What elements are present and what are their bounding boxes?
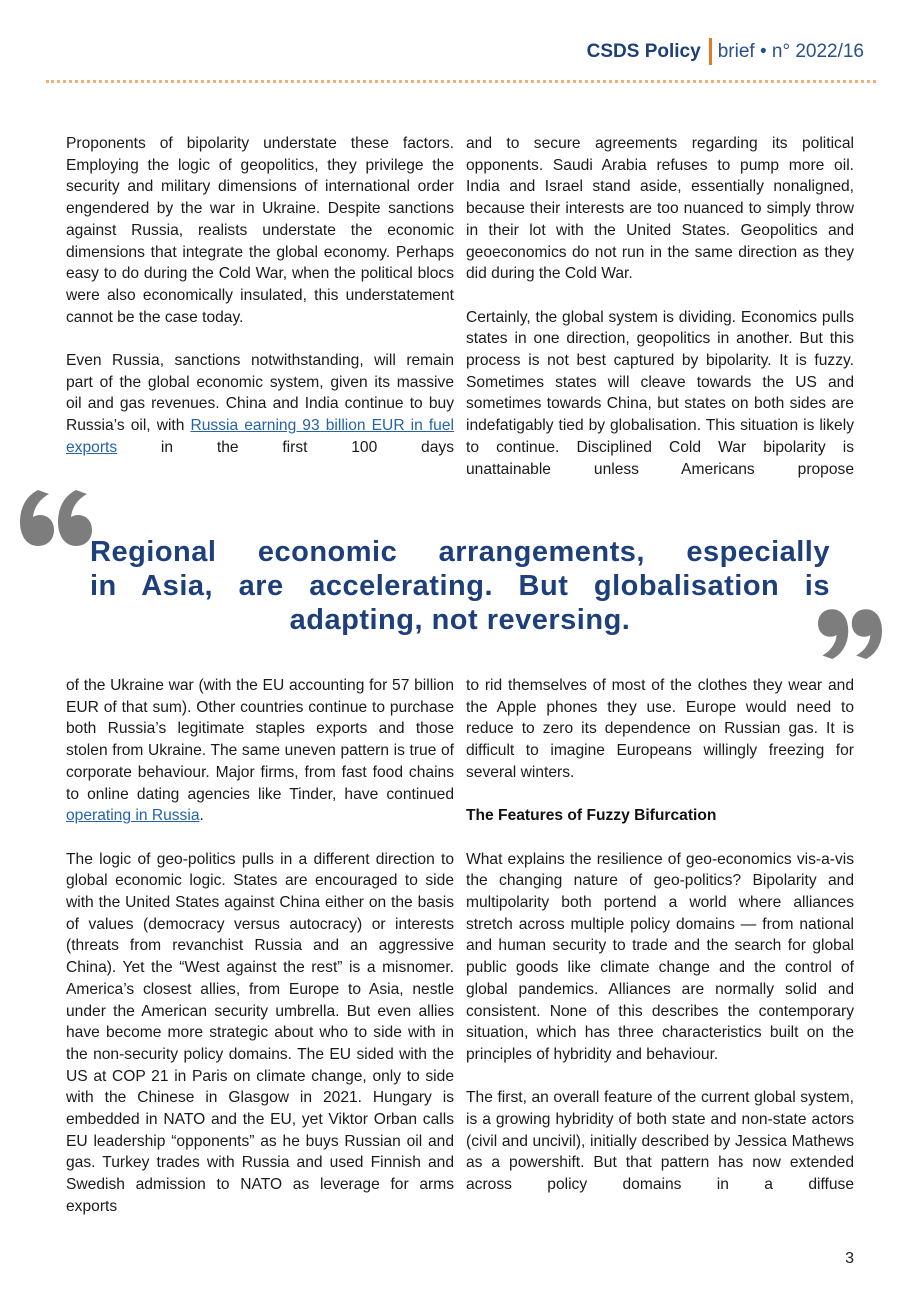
text-run: .: [199, 807, 204, 825]
header-dotted-rule: [46, 80, 876, 83]
open-quote-icon: [20, 486, 92, 548]
pull-quote-line: Regional economic arrangements, especially: [90, 536, 830, 568]
text-run: in the first 100 days: [117, 438, 454, 456]
header-divider: [709, 38, 712, 65]
paragraph: What explains the resilience of geo-economics vis-a-vis the changing nature of geo-politics? Bipolarity and multipolarity both portend a world where alliances stretch across multiple policy domains — from national and human security to trade and the search for global public goods like climate change and the control of global pandemics. Alliances are normally solid and consistent. None of this describes the contemporary situation, which has three characteristics built on the principles of hybridity and behaviour.: [466, 850, 854, 1063]
column-2: [466, 133, 854, 483]
pull-quote-line: in Asia, are accelerating. But globalisation is: [90, 570, 830, 602]
pull-quote-line: adapting, not reversing.: [289, 604, 631, 636]
header-subtitle: brief • n° 2022/16: [717, 40, 864, 62]
column-3: [66, 675, 454, 1220]
header-brand: CSDS Policy: [586, 40, 701, 62]
close-quote-icon: [818, 606, 882, 664]
paragraph: [66, 350, 454, 459]
pull-quote: [90, 535, 830, 637]
page-header: [587, 38, 864, 65]
paragraph: Certainly, the global system is dividing. Economics pulls states in one direction, geopolitics in another. But this process is not best captured by bipolarity. It is fuzzy. Sometimes states will cleave towards the US and sometimes towards China, but states on both sides are indefatigably tied by globalisation. This situation is likely to continue. Disciplined Cold War bipolarity is unattainable unless Americans propose: [466, 308, 854, 478]
paragraph: Proponents of bipolarity understate these factors. Employing the logic of geopolitics, they privilege the security and military dimensions of international order engendered by the war in Ukraine. Despite sanctions against Russia, realists understate the economic dimensions that integrate the global economy. Perhaps easy to do during the Cold War, when the political blocs were also economically insulated, this understatement cannot be the case today.: [66, 135, 454, 326]
paragraph: [66, 675, 454, 827]
link-operating-in-russia[interactable]: operating in Russia: [66, 807, 200, 825]
paragraph: The first, an overall feature of the current global system, is a growing hybridity of both state and non-state actors (civil and uncivil), initially described by Jessica Mathews as a powershift. But that pattern has now extended across policy domains in a diffuse: [466, 1089, 854, 1194]
paragraph: to rid themselves of most of the clothes they wear and the Apple phones they use. Europe would need to reduce to zero its dependence on Russian gas. It is difficult to imagine Europeans willingly freezing for several winters.: [466, 677, 854, 781]
section-heading: The Features of Fuzzy Bifurcation: [466, 807, 717, 825]
paragraph: The logic of geo-politics pulls in a different direction to global economic logic. States are encouraged to side with the United States against China either on the basis of values (democracy versus autocracy) or interests (threats from revanchist Russia and an aggressive China). Yet the “West against the rest” is a misnomer. America’s closest allies, from Europe to Asia, nestle under the American security umbrella. But even allies have become more strategic about who to side with in the non-security policy domains. The EU sided with the US at COP 21 in Paris on climate change, only to side with the Chinese in Glasgow in 2021. Hungary is embedded in NATO and the EU, yet Viktor Orban calls EU leadership “opponents” as he buys Russian oil and gas. Turkey trades with Russia and used Finnish and Swedish admission to NATO as leverage for arms exports: [66, 850, 454, 1215]
page-number: 3: [845, 1250, 854, 1267]
column-4: [466, 675, 854, 1220]
paragraph: and to secure agreements regarding its political opponents. Saudi Arabia refuses to pump more oil. India and Israel stand aside, essentially nonaligned, because their interests are too nuanced to simply throw in their lot with the United States. Geopolitics and geoeconomics do not run in the same direction as they did during the Cold War.: [466, 135, 854, 283]
column-1: [66, 133, 454, 483]
text-run: of the Ukraine war (with the EU accounting for 57 billion EUR of that sum). Other countries continue to purchase both Russia’s legitimate staples exports and those stolen from Ukraine. The same uneven pattern is true of corporate behaviour. Major firms, from fast food chains to online dating agencies like Tinder, have continued: [66, 677, 454, 803]
text-run: Even Russia, sanctions notwithstanding, will remain part of the global economic system, given its massive oil and gas revenues. China and India continue to buy Russia’s oil, with: [66, 352, 454, 435]
link-russia-fuel-exports[interactable]: Russia earning 93 billion EUR in fuel exports: [66, 417, 454, 456]
